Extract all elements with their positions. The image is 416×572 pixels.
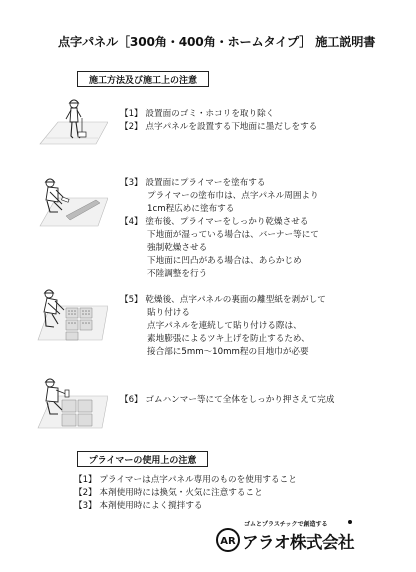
step-line: 不陸調整を行う bbox=[147, 269, 208, 279]
step-line: 【2】 点字パネルを設置する下地面に墨だしをする bbox=[120, 122, 318, 132]
illustration-panel-laying bbox=[36, 282, 108, 342]
step-line: 素地膨張によるツキ上げを防止するため、 bbox=[147, 334, 310, 344]
step-line: 【1】 設置面のゴミ・ホコリを取り除く bbox=[120, 109, 275, 119]
step-line: 下地面が湿っている場合は、バーナー等にて bbox=[147, 230, 319, 240]
step-6 bbox=[120, 394, 334, 407]
illustration-rubber-hammer bbox=[36, 370, 108, 430]
primer-precautions-list bbox=[74, 474, 297, 513]
section-heading-method: 施工方法及び施工上の注意 bbox=[77, 71, 209, 87]
step-line: 貼り付ける bbox=[147, 308, 190, 318]
logo-tagline: ゴムとプラスチックで創造する bbox=[244, 521, 328, 528]
steps-1-2 bbox=[120, 108, 317, 134]
step-line: 【6】 ゴムハンマー等にて全体をしっかり押さえて完成 bbox=[120, 395, 335, 405]
precaution-item: 【2】 本剤使用時には換気・火気に注意すること bbox=[74, 488, 263, 498]
page-title: 点字パネル［300角・400角・ホームタイプ］ 施工説明書 bbox=[58, 35, 376, 49]
company-name: アラオ株式会社 bbox=[242, 533, 354, 552]
logo-mark-icon bbox=[216, 528, 240, 552]
precaution-item: 【3】 本剤使用時によく撹拌する bbox=[74, 501, 203, 511]
logo-dot bbox=[348, 520, 352, 524]
step-line: 【4】 塗布後、プライマーをしっかり乾燥させる bbox=[120, 217, 309, 227]
step-line: 【3】 設置面にプライマーを塗布する bbox=[120, 178, 266, 188]
illustration-surface-prep bbox=[36, 92, 108, 152]
steps-3-4 bbox=[120, 177, 319, 281]
precaution-item: 【1】 プライマーは点字パネル専用のものを使用すること bbox=[74, 475, 297, 485]
step-line: 下地面に凹凸がある場合は、あらかじめ bbox=[147, 256, 302, 266]
logo-mark-text: AR bbox=[220, 536, 236, 547]
illustration-primer-application bbox=[36, 170, 108, 230]
step-line: 【5】 乾燥後、点字パネルの裏面の離型紙を剥がして bbox=[120, 295, 326, 305]
step-line: 1cm程広めに塗布する bbox=[147, 204, 235, 214]
step-line: プライマーの塗布巾は、点字パネル周囲より bbox=[147, 191, 319, 201]
step-line: 強制乾燥させる bbox=[147, 243, 208, 253]
step-line: 点字パネルを連続して貼り付ける際は、 bbox=[147, 321, 302, 331]
step-line: 接合部に5mm～10mm程の目地巾が必要 bbox=[147, 347, 309, 357]
company-logo bbox=[214, 519, 384, 553]
step-5 bbox=[120, 294, 326, 359]
section-heading-primer: プライマーの使用上の注意 bbox=[77, 451, 208, 467]
